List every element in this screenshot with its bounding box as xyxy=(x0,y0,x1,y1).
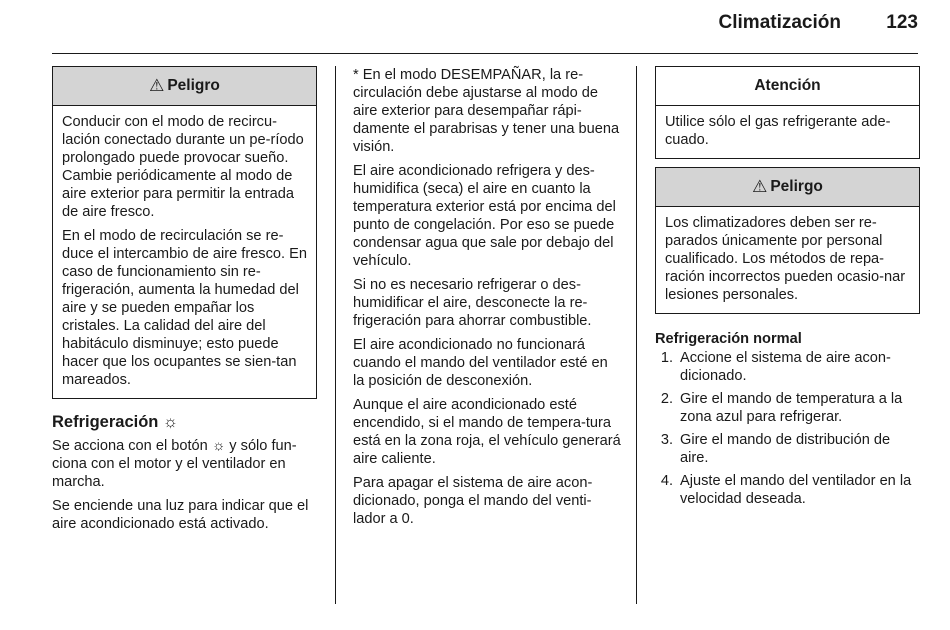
attention-text: Utilice sólo el gas refrigerante ade-cuado. xyxy=(665,114,891,148)
sun-snowflake-icon: ☼ xyxy=(162,413,179,431)
step-text: Ajuste el mando del ventilador en la velocidad deseada. xyxy=(680,473,912,507)
body-paragraph: Si no es necesario refrigerar o des-humidificar el aire, desconecte la re-frigeración para ahorrar combustible. xyxy=(353,277,592,329)
step-text: Gire el mando de distribución de aire. xyxy=(680,432,891,466)
body-paragraph: El aire acondicionado no funcionará cuando el mando del ventilador esté en la posición de desconexión. xyxy=(353,337,608,389)
list-item xyxy=(655,349,920,385)
danger-paragraph: Conducir con el modo de recircu-lación conectado durante un pe-ríodo prolongado puede provocar sueño. Cambie periódicamente al modo de aire exterior para permitir la entrada de aire fresco. xyxy=(62,114,304,220)
step-text: Gire el mando de temperatura a la zona azul para refrigerar. xyxy=(680,391,903,425)
column-left xyxy=(52,66,317,539)
danger-box-header xyxy=(656,168,919,207)
danger-box-header xyxy=(53,67,316,106)
attention-box-header xyxy=(656,67,919,106)
danger-box-title: Pelirgo xyxy=(770,178,823,195)
list-item xyxy=(655,431,920,467)
body-paragraph: * En el modo DESEMPAÑAR, la re-circulación debe ajustarse al modo de aire exterior para desempañar rápi-damente el parabrisas y tener una buena visión. xyxy=(353,67,620,155)
page-number: 123 xyxy=(886,12,918,33)
danger-box-title: Peligro xyxy=(167,77,220,94)
danger-box-body xyxy=(53,106,316,398)
column-middle xyxy=(353,66,621,534)
body-paragraph: Aunque el aire acondicionado esté encendido, si el mando de tempera-tura está en la zona roja, el vehículo generará aire caliente. xyxy=(353,397,621,467)
section-heading-label: Refrigeración xyxy=(52,413,159,431)
section-title: Climatización xyxy=(718,12,841,33)
list-item xyxy=(655,472,920,508)
danger-box xyxy=(655,167,920,314)
list-item xyxy=(655,390,920,426)
warning-triangle-icon: ⚠ xyxy=(752,177,768,196)
section-heading xyxy=(52,412,317,432)
column-divider xyxy=(636,66,637,604)
steps-list xyxy=(655,349,920,508)
step-number: 1. xyxy=(660,350,673,366)
step-text: Accione el sistema de aire acon-dicionado. xyxy=(680,350,891,384)
warning-triangle-icon: ⚠ xyxy=(149,76,165,95)
step-number: 3. xyxy=(660,432,673,448)
subsection-heading: Refrigeración normal xyxy=(655,331,802,347)
body-paragraph: El aire acondicionado refrigera y des-humidifica (seca) el aire en cuanto la temperatura exterior está por encima del punto de congelación. Por eso se puede condensar agua que sale por debajo del vehículo. xyxy=(353,163,616,269)
step-number: 2. xyxy=(660,391,673,407)
danger-box xyxy=(52,66,317,399)
step-number: 4. xyxy=(660,473,673,489)
danger-box-body xyxy=(656,207,919,313)
paragraph-text: y sólo fun-ciona con el motor y el ventilador en marcha. xyxy=(52,438,297,490)
body-paragraph xyxy=(52,437,317,491)
danger-paragraph: En el modo de recirculación se re-duce el intercambio de aire fresco. En caso de funcionamiento sin re-frigeración, aumenta la humedad del aire y se pueden empañar los cristales. La calidad del aire del habitáculo disminuye; esto puede hacer que los ocupantes se sien-tan mareados. xyxy=(62,228,307,388)
page-header xyxy=(52,0,918,54)
attention-box-body xyxy=(656,106,919,158)
column-right xyxy=(655,66,920,513)
attention-box-title: Atención xyxy=(754,77,821,94)
danger-text: Los climatizadores deben ser re-parados únicamente por personal cualificado. Los métodos de repa-ración incorrectos pueden ocasio-nar lesiones personales. xyxy=(665,215,906,303)
column-divider xyxy=(335,66,336,604)
attention-box xyxy=(655,66,920,159)
body-paragraph: Se enciende una luz para indicar que el aire acondicionado está activado. xyxy=(52,498,309,532)
body-paragraph: Para apagar el sistema de aire acon-dicionado, ponga el mando del venti-lador a 0. xyxy=(353,475,593,527)
paragraph-text: Se acciona con el botón xyxy=(52,438,208,454)
sun-snowflake-icon: ☼ xyxy=(211,438,226,454)
